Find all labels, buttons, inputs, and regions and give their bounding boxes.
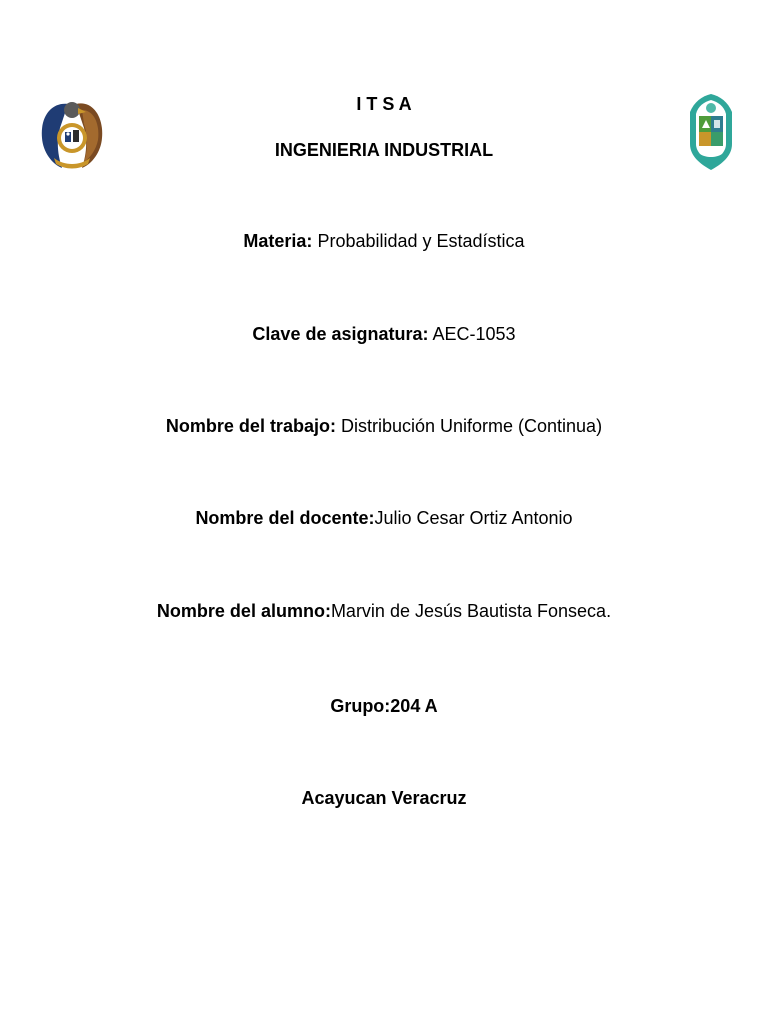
trabajo-label: Nombre del trabajo: bbox=[165, 416, 336, 436]
docente-value: Julio Cesar Ortiz Antonio bbox=[374, 508, 573, 528]
grupo-line: Grupo:204 A bbox=[330, 696, 438, 716]
institution-title: I T S A bbox=[356, 94, 412, 114]
clave-label: Clave de asignatura: bbox=[252, 324, 429, 344]
clave-value: AEC-1053 bbox=[432, 324, 516, 344]
clave-line bbox=[0, 323, 768, 345]
docente-label: Nombre del docente: bbox=[195, 508, 375, 528]
trabajo-line bbox=[0, 415, 768, 437]
trabajo-value: Distribución Uniforme (Continua) bbox=[340, 416, 603, 436]
materia-line bbox=[0, 230, 768, 252]
alumno-line bbox=[0, 600, 768, 622]
location-line: Acayucan Veracruz bbox=[301, 788, 467, 808]
career-title: INGENIERIA INDUSTRIAL bbox=[274, 140, 494, 160]
docente-line bbox=[0, 507, 768, 529]
materia-label: Materia: bbox=[243, 231, 313, 251]
materia-value: Probabilidad y Estadística bbox=[317, 231, 525, 251]
alumno-label: Nombre del alumno: bbox=[156, 601, 331, 621]
alumno-value: Marvin de Jesús Bautista Fonseca. bbox=[330, 601, 612, 621]
